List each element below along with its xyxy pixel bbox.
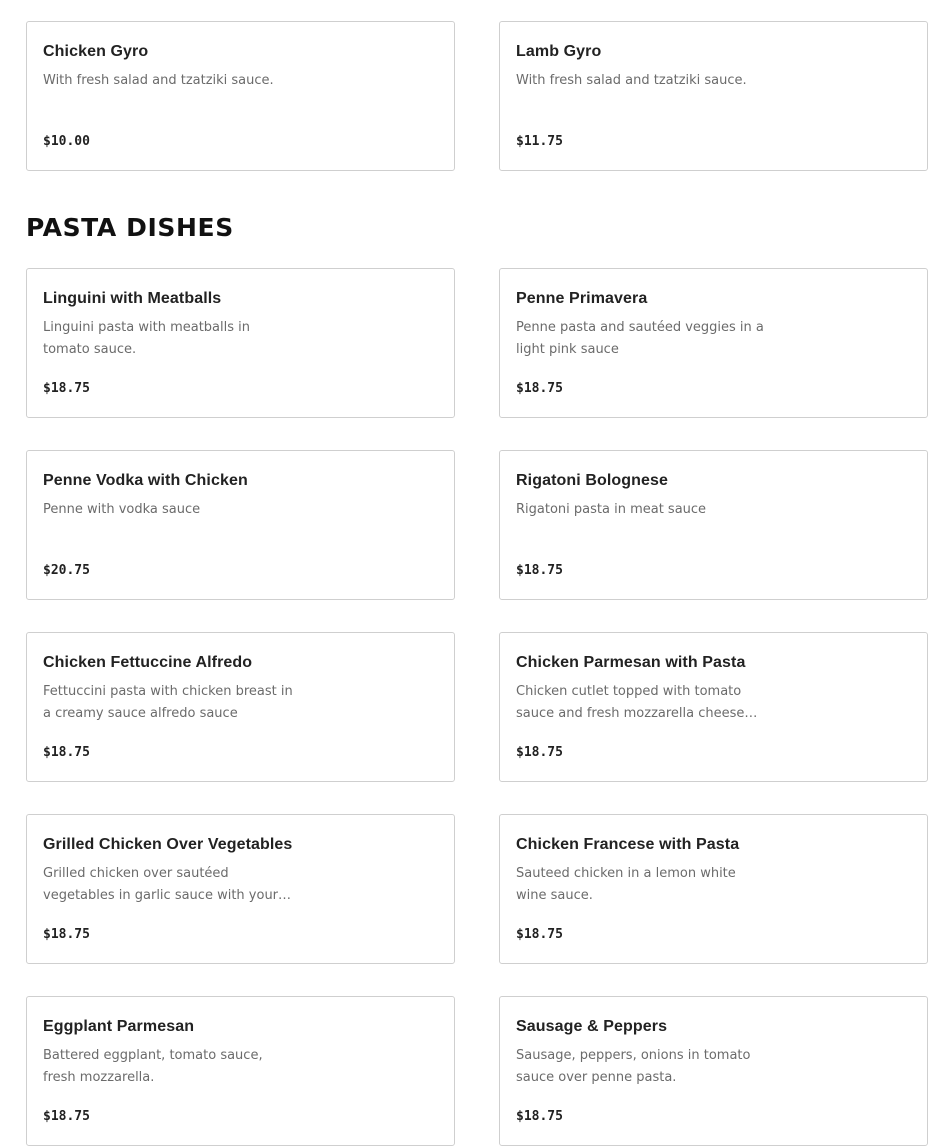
- item-price: $18.75: [43, 1109, 90, 1124]
- item-name: Chicken Gyro: [43, 43, 149, 60]
- item-price: $18.75: [516, 927, 563, 942]
- item-description: Fettuccini pasta with chicken breast in a creamy sauce alfredo sauce: [43, 684, 293, 721]
- item-description: Penne pasta and sautéed veggies in a light pink sauce: [516, 320, 764, 357]
- item-price: $18.75: [516, 745, 563, 760]
- item-description: Rigatoni pasta in meat sauce: [516, 502, 707, 517]
- item-name: Lamb Gyro: [516, 43, 602, 60]
- item-price: $18.75: [516, 1109, 563, 1124]
- item-name: Chicken Parmesan with Pasta: [516, 654, 746, 671]
- item-description: Grilled chicken over sautéed vegetables in garlic sauce with your…: [43, 866, 292, 903]
- item-description: Sauteed chicken in a lemon white wine sauce.: [516, 866, 736, 903]
- item-name: Sausage & Peppers: [516, 1018, 668, 1035]
- menu-item-card[interactable]: [26, 996, 455, 1146]
- item-description: Battered eggplant, tomato sauce, fresh mozzarella.: [43, 1048, 263, 1085]
- item-price: $20.75: [43, 563, 90, 578]
- top-items-grid: [26, 21, 928, 171]
- item-description: With fresh salad and tzatziki sauce.: [43, 73, 274, 88]
- menu-item-card[interactable]: [26, 450, 455, 600]
- menu-item-card[interactable]: [499, 21, 928, 171]
- menu-item-card[interactable]: [26, 814, 455, 964]
- item-description: With fresh salad and tzatziki sauce.: [516, 73, 747, 88]
- item-name: Linguini with Meatballs: [43, 290, 222, 307]
- item-name: Penne Vodka with Chicken: [43, 472, 248, 489]
- menu-item-card[interactable]: [26, 21, 455, 171]
- menu-item-card[interactable]: [499, 268, 928, 418]
- item-name: Chicken Francese with Pasta: [516, 836, 740, 853]
- item-price: $18.75: [43, 745, 90, 760]
- pasta-items-grid: [26, 268, 928, 1146]
- menu-item-card[interactable]: [26, 268, 455, 418]
- menu-item-card[interactable]: [26, 632, 455, 782]
- menu-item-card[interactable]: [499, 632, 928, 782]
- item-price: $18.75: [43, 927, 90, 942]
- item-price: $10.00: [43, 134, 90, 149]
- item-description: Sausage, peppers, onions in tomato sauce over penne pasta.: [516, 1048, 751, 1085]
- item-description: Penne with vodka sauce: [43, 502, 201, 517]
- item-name: Eggplant Parmesan: [43, 1018, 195, 1035]
- item-description: Linguini pasta with meatballs in tomato sauce.: [43, 320, 251, 357]
- item-name: Rigatoni Bolognese: [516, 472, 669, 489]
- menu-item-card[interactable]: [499, 996, 928, 1146]
- menu-item-card[interactable]: [499, 450, 928, 600]
- item-name: Penne Primavera: [516, 290, 648, 307]
- section-title-pasta: PASTA DISHES: [26, 213, 234, 242]
- menu-item-card[interactable]: [499, 814, 928, 964]
- item-price: $18.75: [516, 563, 563, 578]
- item-name: Grilled Chicken Over Vegetables: [43, 836, 293, 853]
- item-description: Chicken cutlet topped with tomato sauce and fresh mozzarella cheese…: [516, 684, 758, 721]
- item-price: $18.75: [43, 381, 90, 396]
- item-price: $11.75: [516, 134, 563, 149]
- item-name: Chicken Fettuccine Alfredo: [43, 654, 253, 671]
- item-price: $18.75: [516, 381, 563, 396]
